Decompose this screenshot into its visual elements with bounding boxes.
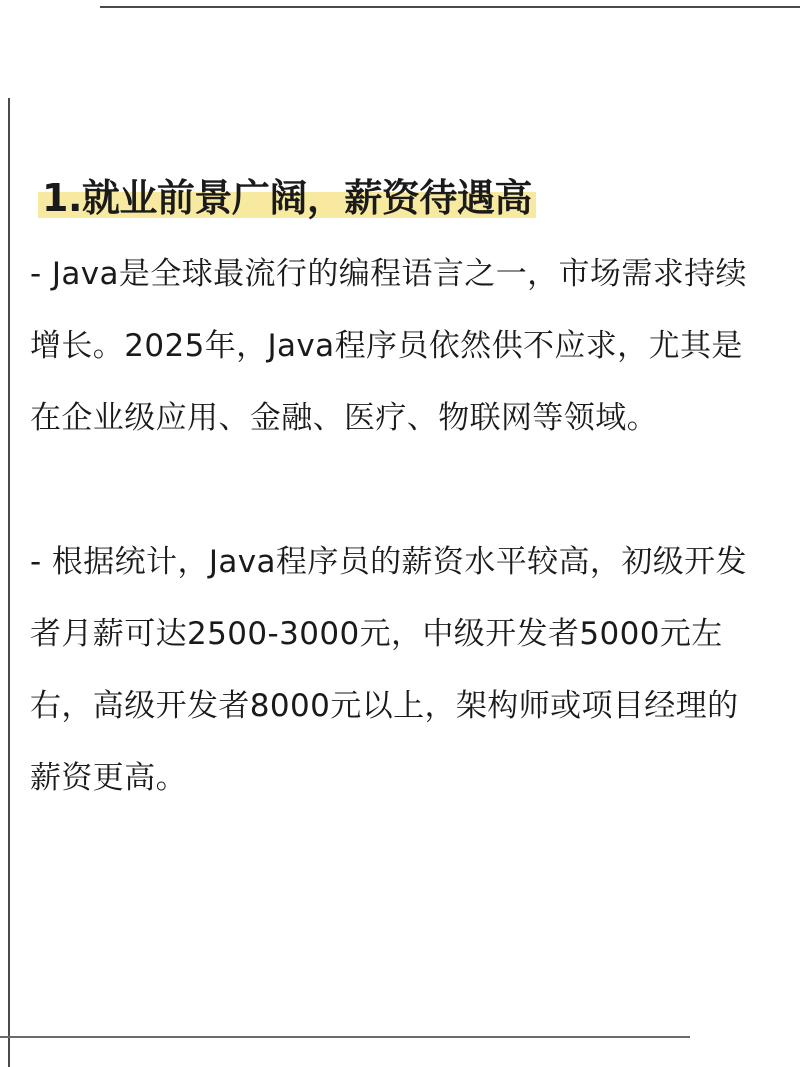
article-content [30, 168, 760, 814]
paragraph-salary: - 根据统计，Java程序员的薪资水平较高，初级开发者月薪可达2500-3000元，中级开发者5000元左右，高级开发者8000元以上，架构师或项目经理的薪资更高。 [30, 544, 747, 796]
frame-bottom-border [0, 1036, 690, 1038]
section-heading [38, 168, 536, 228]
paragraph-market-demand: - Java是全球最流行的编程语言之一，市场需求持续增长。2025年，Java程序员依然供不应求，尤其是在企业级应用、金融、医疗、物联网等领域。 [30, 256, 747, 436]
frame-left-border [8, 98, 10, 1067]
frame-top-border [100, 6, 800, 8]
section-heading-text: 1.就业前景广阔，薪资待遇高 [42, 176, 532, 220]
